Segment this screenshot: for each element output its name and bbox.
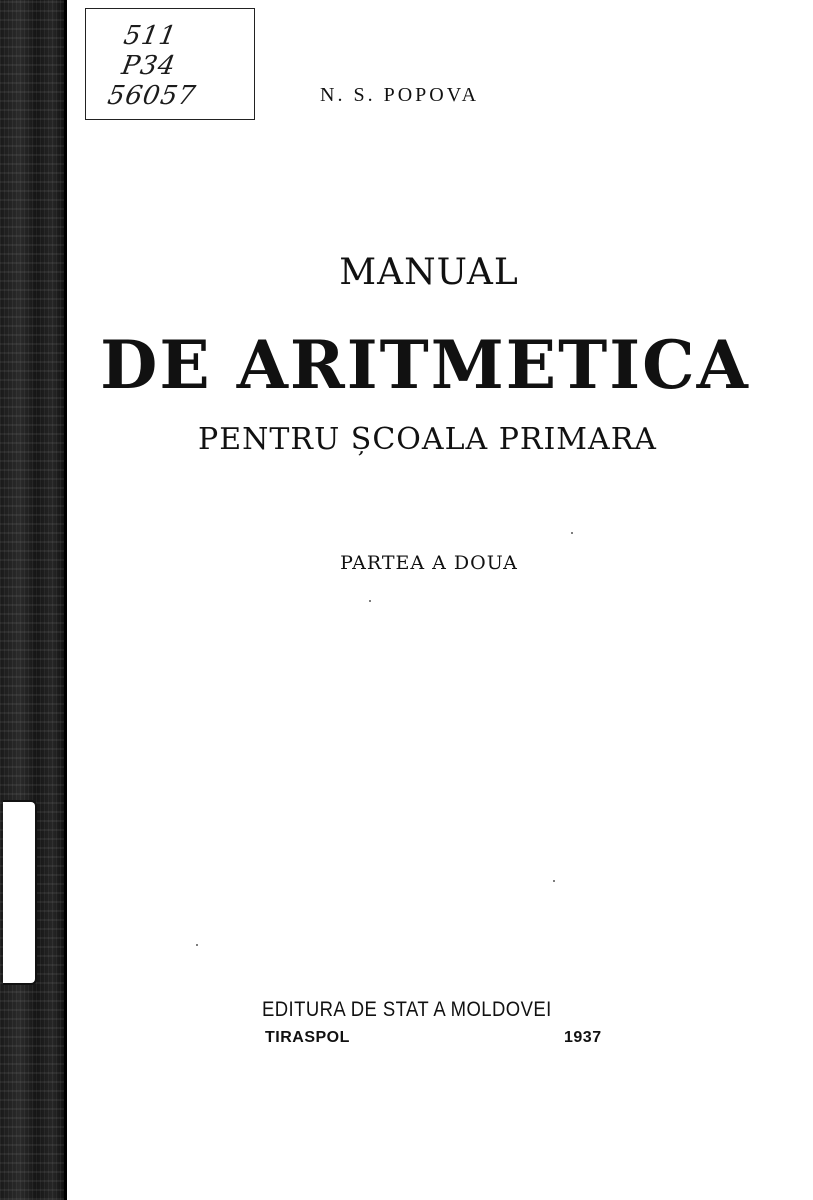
title-line-manual: MANUAL	[339, 252, 519, 293]
call-number-line-3: 56057	[105, 81, 199, 111]
call-number-line-1: 511	[121, 21, 180, 51]
paper-speck	[369, 600, 371, 602]
call-number-line-2: P34	[119, 51, 179, 81]
publication-city: TIRASPOL	[265, 1029, 350, 1046]
paper-speck	[553, 880, 555, 882]
publication-year: 1937	[564, 1029, 602, 1046]
title-subheading: PENTRU ȘCOALA PRIMARA	[198, 422, 657, 457]
spine-library-label	[3, 800, 37, 985]
volume-part-label: PARTEA A DOUA	[340, 552, 518, 574]
spine-edge	[64, 0, 67, 1200]
book-spine-binding	[0, 0, 66, 1200]
title-main-heading: DE ARITMETICA	[100, 326, 750, 404]
author-name: N. S. POPOVA	[320, 84, 480, 106]
paper-speck	[196, 944, 198, 946]
paper-speck	[571, 532, 573, 534]
library-call-number-stamp	[85, 8, 255, 120]
publisher-name: EDITURA DE STAT A MOLDOVEI	[262, 998, 552, 1021]
